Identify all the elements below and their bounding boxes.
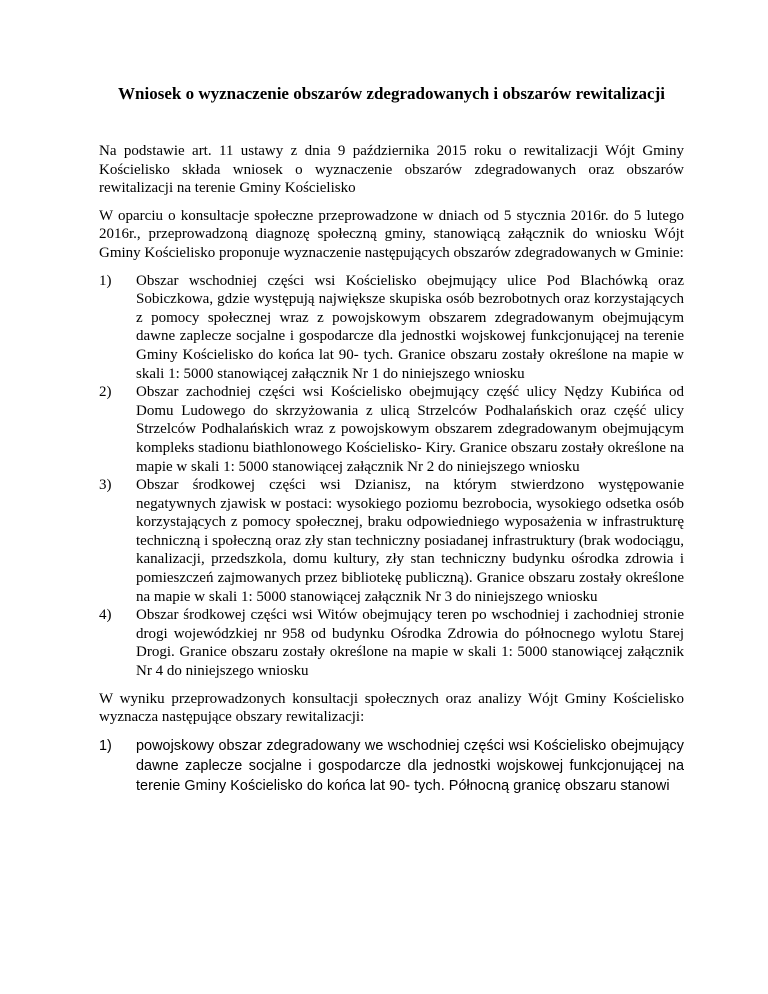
revitalization-paragraph: W wyniku przeprowadzonych konsultacji społecznych oraz analizy Wójt Gminy Kościelisko wyznacza następujące obszary rewitalizacji: <box>99 690 684 726</box>
consultation-paragraph: W oparciu o konsultacje społeczne przeprowadzone w dniach od 5 stycznia 2016r. do 5 lutego 2016r., przeprowadzoną diagnozę społeczną gminy, stanowiącą załącznik do wniosku Wójt Gminy Kościelisko proponuje wyznaczenie następujących obszarów zdegradowanych w Gminie: <box>99 207 684 261</box>
intro-paragraph: Na podstawie art. 11 ustawy z dnia 9 października 2015 roku o rewitalizacji Wójt Gminy Kościelisko składa wniosek o wyznaczenie obszarów zdegradowanych oraz obszarów rewitalizacji na terenie Gminy Kościelisko <box>99 143 684 197</box>
list-number: 1) <box>99 737 112 754</box>
revitalization-areas-list <box>99 736 684 797</box>
list-item-text: Obszar środkowej części wsi Dzianisz, na którym stwierdzono występowanie negatywnych zjawisk w postaci: wysokiego poziomu bezrobocia, wysokiego odsetka osób korzystających z pomocy społecznej, braku odpowiedniego wyposażenia w infrastrukturę techniczną i społeczną oraz zły stan techniczny posiadanej infrastruktury (brak wodociągu, kanalizacji, przedszkola, domu kultury, zły stan techniczny budynku ośrodka zdrowia i pomieszczeń zajmowanych przez bibliotekę publiczną). Granice obszaru zostały określone na mapie w skali 1: 5000 stanowiącej załącznik Nr 3 do niniejszego wniosku <box>136 477 684 605</box>
document-title: Wniosek o wyznaczenie obszarów zdegradowanych i obszarów rewitalizacji <box>118 84 665 103</box>
list-item-text: powojskowy obszar zdegradowany we wschodniej części wsi Kościelisko obejmujący dawne zaplecze socjalne i gospodarcze dla jednostki wojskowej funkcjonującej na terenie Gminy Kościelisko do końca lat 90- tych. Północną granicę obszaru stanowi <box>136 737 684 795</box>
list-item <box>99 383 684 476</box>
list-number: 3) <box>99 477 112 494</box>
list-number: 4) <box>99 607 112 624</box>
list-item <box>99 736 684 797</box>
list-item <box>99 476 684 606</box>
list-number: 2) <box>99 384 112 401</box>
list-item <box>99 272 684 384</box>
list-item-text: Obszar wschodniej części wsi Kościelisko obejmujący ulice Pod Blachówką oraz Sobiczkowa, gdzie występują największe skupiska osób bezrobotnych oraz korzystających z pomocy społecznej wraz z powojskowym obszarem zdegradowanym obejmującym dawne zaplecze socjalne i gospodarcze dla jednostki wojskowej funkcjonującej na terenie Gminy Kościelisko do końca lat 90- tych. Granice obszaru zostały określone na mapie w skali 1: 5000 stanowiącej załącznik Nr 1 do niniejszego wniosku <box>136 272 684 382</box>
degraded-areas-list <box>99 272 684 681</box>
list-number: 1) <box>99 272 112 289</box>
list-item-text: Obszar środkowej części wsi Witów obejmujący teren po wschodniej i zachodniej stronie drogi wojewódzkiej nr 958 od budynku Ośrodka Zdrowia do północnego wylotu Starej Drogi. Granice obszaru zostały określone na mapie w skali 1: 5000 stanowiącej załącznik Nr 4 do niniejszego wniosku <box>136 607 684 680</box>
list-item-text: Obszar zachodniej części wsi Kościelisko obejmujący część ulicy Nędzy Kubińca od Domu Ludowego do skrzyżowania z ulicą Strzelców Podhalańskich oraz część ulicy Strzelców Podhalańskich wraz z powojskowym obszarem zdegradowanym obejmującym kompleks stadionu biathlonowego Kościelisko- Kiry. Granice obszaru zostały określone na mapie w skali 1: 5000 stanowiącej załącznik Nr 2 do niniejszego wniosku <box>136 384 684 475</box>
list-item <box>99 606 684 680</box>
